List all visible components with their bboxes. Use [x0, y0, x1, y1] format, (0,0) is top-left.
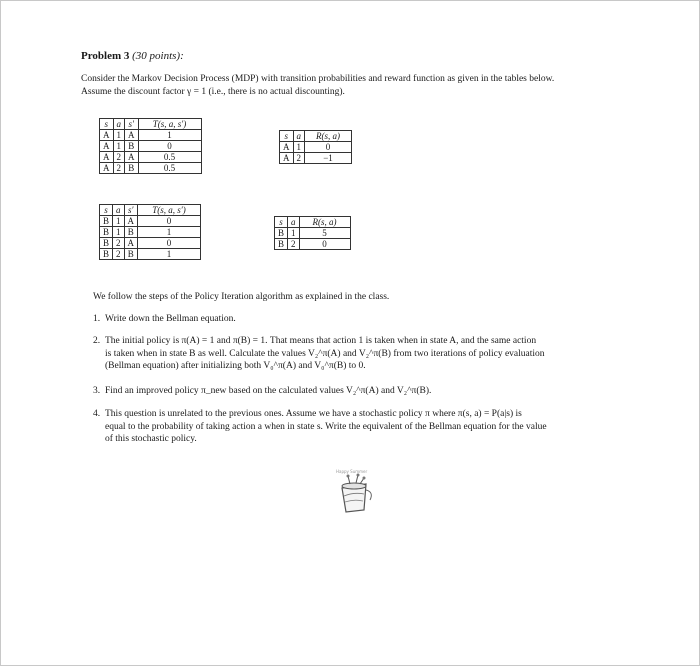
table-cell: A — [100, 163, 114, 174]
table-cell: A — [280, 142, 294, 153]
table-cell: 0 — [138, 141, 201, 152]
table-cell: 0.5 — [138, 163, 201, 174]
table-cell: 0.5 — [138, 152, 201, 163]
question-1 — [93, 313, 645, 326]
table-header-row — [100, 205, 201, 216]
header-cell: a — [113, 119, 125, 130]
question-line: This question is unrelated to the previous ones. Assume we have a stochastic policy π where π(s, a) = P(a|s) is — [105, 409, 522, 419]
header-cell: R(s, a) — [299, 217, 350, 228]
table-cell: A — [280, 153, 294, 164]
question-2 — [93, 335, 645, 373]
table-row — [100, 152, 202, 163]
reward-table-b — [274, 216, 351, 250]
table-cell: 0 — [138, 238, 201, 249]
header-cell: s′ — [124, 205, 138, 216]
table-row — [275, 239, 351, 250]
table-cell: A — [100, 152, 114, 163]
table-cell: A — [125, 152, 139, 163]
table-cell: −1 — [305, 153, 352, 164]
table-cell: 1 — [293, 142, 305, 153]
table-cell: 1 — [138, 227, 201, 238]
table-cell: 1 — [113, 227, 125, 238]
problem-points: (30 points): — [132, 50, 184, 62]
transition-table-b — [99, 204, 201, 260]
table-row — [100, 249, 201, 260]
table-cell: A — [124, 238, 138, 249]
table-row — [280, 153, 352, 164]
table-cell: 2 — [113, 238, 125, 249]
reward-table-a — [279, 130, 352, 164]
table-row — [100, 216, 201, 227]
table-cell: 1 — [113, 216, 125, 227]
table-cell: 0 — [305, 142, 352, 153]
table-cell: B — [100, 216, 113, 227]
table-cell: 2 — [113, 152, 125, 163]
table-cell: B — [124, 227, 138, 238]
table-cell: 2 — [293, 153, 305, 164]
question-line: Write down the Bellman equation. — [105, 314, 236, 324]
problem-intro — [81, 73, 641, 99]
table-cell: B — [125, 163, 139, 174]
table-cell: 1 — [138, 130, 201, 141]
question-number: 2. — [93, 336, 101, 346]
table-cell: 2 — [113, 249, 125, 260]
table-cell: B — [275, 239, 288, 250]
intro-line-1: Consider the Markov Decision Process (MDP) with transition probabilities and reward function as given in the tables below. — [81, 74, 555, 84]
table-row — [100, 130, 202, 141]
table-row — [100, 238, 201, 249]
table-cell: 1 — [113, 141, 125, 152]
table-row — [280, 142, 352, 153]
question-number: 1. — [93, 314, 101, 324]
table-cell: A — [100, 141, 114, 152]
follow-text: We follow the steps of the Policy Iteration algorithm as explained in the class. — [93, 292, 390, 302]
intro-line-2: Assume the discount factor γ = 1 (i.e., there is no actual discounting). — [81, 87, 345, 97]
transition-table-a — [99, 118, 202, 174]
question-3 — [93, 385, 645, 398]
question-line: of this stochastic policy. — [105, 434, 197, 444]
question-line: (Bellman equation) after initializing both V₀^π(A) and V₀^π(B) to 0. — [105, 361, 366, 371]
table-header-row — [100, 119, 202, 130]
problem-title-bold: Problem 3 — [81, 50, 130, 62]
table-cell: B — [100, 249, 113, 260]
question-line: Find an improved policy π_new based on the calculated values V₂^π(A) and V₂^π(B). — [105, 386, 432, 396]
header-cell: s′ — [125, 119, 139, 130]
header-cell: T(s, a, s′) — [138, 205, 201, 216]
header-cell: a — [288, 217, 300, 228]
table-header-row — [280, 131, 352, 142]
header-cell: s — [100, 119, 114, 130]
header-cell: a — [113, 205, 125, 216]
table-row — [100, 141, 202, 152]
table-cell: 2 — [288, 239, 300, 250]
summer-doodle — [330, 470, 380, 520]
header-cell: s — [100, 205, 113, 216]
header-cell: a — [293, 131, 305, 142]
question-number: 3. — [93, 386, 101, 396]
table-row — [100, 163, 202, 174]
table-cell: B — [100, 238, 113, 249]
header-cell: T(s, a, s′) — [138, 119, 201, 130]
header-cell: s — [280, 131, 294, 142]
question-line: is taken when in state B as well. Calculate the values V₂^π(A) and V₂^π(B) from two iterations of policy evaluation — [105, 348, 545, 359]
question-number: 4. — [93, 409, 101, 419]
table-cell: 5 — [299, 228, 350, 239]
header-cell: R(s, a) — [305, 131, 352, 142]
question-line: The initial policy is π(A) = 1 and π(B) = 1. That means that action 1 is taken when in state A, and the same action — [105, 336, 537, 346]
header-cell: s — [275, 217, 288, 228]
table-cell: A — [124, 216, 138, 227]
table-row — [100, 227, 201, 238]
table-row — [275, 228, 351, 239]
problem-title — [81, 50, 184, 62]
table-cell: 1 — [138, 249, 201, 260]
table-cell: 1 — [113, 130, 125, 141]
table-header-row — [275, 217, 351, 228]
table-cell: A — [100, 130, 114, 141]
bucket-icon — [330, 470, 380, 520]
question-line: equal to the probability of taking action a when in state s. Write the equivalent of the Bellman equation for the value — [105, 421, 547, 432]
table-cell: 0 — [299, 239, 350, 250]
table-cell: 1 — [288, 228, 300, 239]
table-cell: A — [125, 130, 139, 141]
table-cell: B — [275, 228, 288, 239]
question-4 — [93, 408, 645, 446]
table-cell: B — [124, 249, 138, 260]
table-cell: B — [100, 227, 113, 238]
doodle-caption: Happy Summer — [336, 469, 368, 474]
table-cell: 2 — [113, 163, 125, 174]
table-cell: 0 — [138, 216, 201, 227]
table-cell: B — [125, 141, 139, 152]
